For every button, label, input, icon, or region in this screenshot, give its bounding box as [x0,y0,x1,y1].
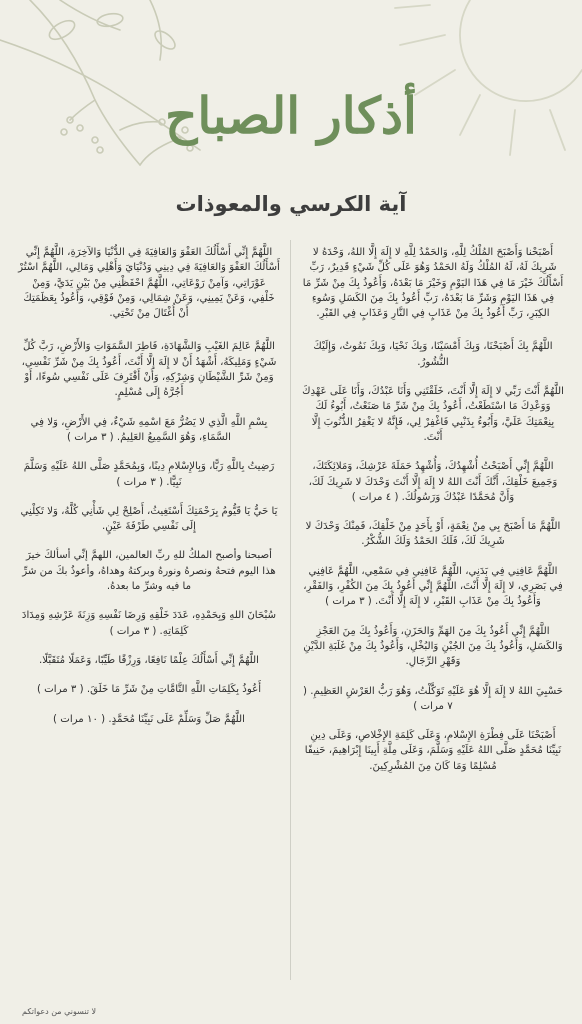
dhikr-paragraph: اللَّهُمَّ إِنِّي أَسْأَلُكَ العَفْوَ وَالعَافِيَةَ فِي الدُّنْيَا وَالآخِرَةِ، اللَّهُمَّ إِنِّي أَسْأَلُكَ العَفْوَ وَالعَافِيَةَ فِي دِينِي وَدُنْيَايَ وَأَهْلِي وَمَالِي، اللَّهُمَّ اسْتُرْ عَوْرَاتِي، وَآمِنْ رَوْعَاتِي، اللَّهُمَّ احْفَظْنِي مِنْ بَيْنِ يَدَيَّ، وَمِنْ خَلْفِي، وَعَنْ يَمِينِي، وَعَنْ شِمَالِي، وَمِنْ فَوْقِي، وَأَعُوذُ بِعَظَمَتِكَ أَنْ أُغْتَالَ مِنْ تَحْتِي. [18,247,280,320]
page-title: أذكار الصباح [165,86,417,145]
dhikr-paragraph: رَضِيتُ بِاللَّهِ رَبًّا، وَبِالإِسْلامِ دِينًا، وَبِمُحَمَّدٍ صَلَّى اللهُ عَلَيْهِ وَسَلَّمَ نَبِيًّا. ( ٣ مرات ) [23,461,275,488]
dhikr-paragraph: أَعُوذُ بِكَلِمَاتِ اللَّهِ التَّامَّاتِ مِنْ شَرِّ مَا خَلَقَ. ( ٣ مرات ) [36,684,262,696]
dhikr-paragraph: حَسْبِيَ اللهُ لا إِلَهَ إِلَّا هُوَ عَلَيْهِ تَوَكَّلْتُ، وَهُوَ رَبُّ العَرْشِ العَظِيمِ. ( ٧ مرات ) [303,685,563,712]
dhikr-paragraph: يَا حَيُّ يَا قَيُّومُ بِرَحْمَتِكَ أَسْتَغِيثُ، أَصْلِحْ لِي شَأْنِي كُلَّهُ، وَلا تَكِلْنِي إِلَى نَفْسِي طَرْفَةَ عَيْنٍ. [20,505,278,533]
dhikr-paragraph: اللَّهُمَّ مَا أَصْبَحَ بِي مِنْ نِعْمَةٍ، أَوْ بِأَحَدٍ مِنْ خَلْقِكَ، فَمِنْكَ وَحْدَكَ لا شَرِيكَ لَكَ، فَلَكَ الحَمْدُ وَلَكَ الشُّكْرُ. [305,521,561,548]
right-column [302,245,564,788]
dhikr-paragraph: اللَّهُمَّ إِنِّي أَعُوذُ بِكَ مِنَ الهَمِّ وَالحَزَنِ، وَأَعُوذُ بِكَ مِنَ العَجْزِ وَالكَسَلِ، وَأَعُوذُ بِكَ مِنَ الجُبْنِ وَالبُخْلِ، وَأَعُوذُ بِكَ مِنْ غَلَبَةِ الدَّيْنِ وَقَهْرِ الرِّجَالِ. [303,625,563,668]
dhikr-paragraph: أصبحنا وأصبح الملكُ للهِ ربِّ العالمين، اللهمَّ إنِّي أسألكَ خيرَ هذا اليوم فتحهُ ونصرهُ ونورهُ وبركتهُ وهداهُ، وأعوذُ بكَ من شرِّ ما فيه وشرِّ ما بعدهُ. [22,550,276,593]
left-column [18,245,280,741]
dhikr-paragraph: اللَّهُمَّ إِنِّي أَصْبَحْتُ أُشْهِدُكَ، وَأُشْهِدُ حَمَلَةَ عَرْشِكَ، وَمَلائِكَتَكَ، وَجَمِيعَ خَلْقِكَ، أَنَّكَ أَنْتَ اللهُ لا إِلَهَ إِلَّا أَنْتَ وَحْدَكَ لا شَرِيكَ لَكَ، وَأَنَّ مُحَمَّدًا عَبْدُكَ وَرَسُولُكَ. ( ٤ مرات ) [308,461,558,503]
dhikr-paragraph: أَصْبَحْنَا عَلَى فِطْرَةِ الإِسْلامِ، وَعَلَى كَلِمَةِ الإِخْلاصِ، وَعَلَى دِينِ نَبِيِّنَا مُحَمَّدٍ صَلَّى اللهُ عَلَيْهِ وَسَلَّمَ، وَعَلَى مِلَّةِ أَبِينَا إِبْرَاهِيمَ، حَنِيفًا مُسْلِمًا وَمَا كَانَ مِنَ المُشْرِكِينَ. [304,730,562,772]
page-subtitle: آية الكرسي والمعوذات [175,192,407,216]
column-divider [290,240,291,980]
dhikr-paragraph: اللَّهُمَّ عَافِنِي فِي بَدَنِي، اللَّهُمَّ عَافِنِي فِي سَمْعِي، اللَّهُمَّ عَافِنِي فِي بَصَرِي، لا إِلَهَ إِلَّا أَنْتَ، اللَّهُمَّ إِنِّي أَعُوذُ بِكَ مِنَ الكُفْرِ، وَالفَقْرِ، وَأَعُوذُ بِكَ مِنْ عَذَابِ القَبْرِ، لا إِلَهَ إِلَّا أَنْتَ. ( ٣ مرات ) [303,565,563,608]
dhikr-paragraph: اللَّهُمَّ صَلِّ وَسَلِّمْ عَلَى نَبِيِّنَا مُحَمَّدٍ. ( ١٠ مرات ) [53,713,245,725]
dhikr-paragraph: اللَّهُمَّ إِنِّي أَسْأَلُكَ عِلْمًا نَافِعًا، وَرِزْقًا طَيِّبًا، وَعَمَلًا مُتَقَبَّلًا. [39,654,259,666]
dhikr-paragraph: بِسْمِ اللَّهِ الَّذِي لا يَضُرُّ مَعَ اسْمِهِ شَيْءٌ، فِي الأَرْضِ، وَلا فِي السَّمَاءِ، وَهُوَ السَّمِيعُ العَلِيمُ. ( ٣ مرات ) [30,416,268,443]
dhikr-paragraph: اللَّهُمَّ عَالِمَ الغَيْبِ وَالشَّهَادَةِ، فَاطِرَ السَّمَوَاتِ وَالأَرْضِ، رَبَّ كُلِّ شَيْءٍ وَمَلِيكَهُ، أَشْهَدُ أَنْ لا إِلَهَ إِلَّا أَنْتَ، أَعُوذُ بِكَ مِنْ شَرِّ نَفْسِي، وَمِنْ شَرِّ الشَّيْطَانِ وَشِرْكِهِ، وَأَنْ أَقْتَرِفَ عَلَى نَفْسِي سُوءًا، أَوْ أَجُرَّهُ إِلَى مُسْلِمٍ. [21,341,277,399]
dhikr-paragraph: اللَّهُمَّ بِكَ أَصْبَحْنَا، وَبِكَ أَمْسَيْنَا، وَبِكَ نَحْيَا، وَبِكَ نَمُوتُ، وَإِلَيْكَ النُّشُورُ. [313,341,553,368]
dhikr-paragraph: سُبْحَانَ اللهِ وَبِحَمْدِهِ، عَدَدَ خَلْقِهِ وَرِضَا نَفْسِهِ وَزِنَةَ عَرْشِهِ وَمِدَادَ كَلِمَاتِهِ. ( ٣ مرات ) [21,610,277,637]
footer-note: لا تنسوني من دعواتكم [22,1007,97,1016]
dhikr-paragraph: أَصْبَحْنا وَأَصْبَحَ المُلْكُ لِلَّهِ، وَالحَمْدُ لِلَّهِ لا إِلَهَ إِلَّا اللهُ، وَحْدَهُ لا شَرِيكَ لَهُ، لَهُ المُلْكُ وَلَهُ الحَمْدُ وَهُوَ عَلَى كُلِّ شَيْءٍ قَدِيرٌ، رَبِّ أَسْأَلُكَ خَيْرَ مَا فِي هَذَا اليَوْمِ وَخَيْرَ مَا بَعْدَهُ، وَأَعُوذُ بِكَ مِنْ شَرِّ مَا فِي هَذَا اليَوْمِ وَشَرِّ مَا بَعْدَهُ، رَبِّ أَعُوذُ بِكَ مِنَ الكَسَلِ وَسُوءِ الكِبَرِ، رَبِّ أَعُوذُ بِكَ مِنْ عَذَابٍ فِي النَّارِ وَعَذَابٍ فِي القَبْرِ. [302,247,564,320]
dhikr-paragraph: اللَّهُمَّ أَنْتَ رَبِّي لا إِلَهَ إِلَّا أَنْتَ، خَلَقْتَنِي وَأَنَا عَبْدُكَ، وَأَنَا عَلَى عَهْدِكَ وَوَعْدِكَ مَا اسْتَطَعْتُ، أَعُوذُ بِكَ مِنْ شَرِّ مَا صَنَعْتُ، أَبُوءُ لَكَ بِنِعْمَتِكَ عَلَيَّ، وَأَبُوءُ بِذَنْبِي فَاغْفِرْ لِي، فَإِنَّهُ لا يَغْفِرُ الذُّنُوبَ إِلَّا أَنْتَ. [302,386,564,443]
